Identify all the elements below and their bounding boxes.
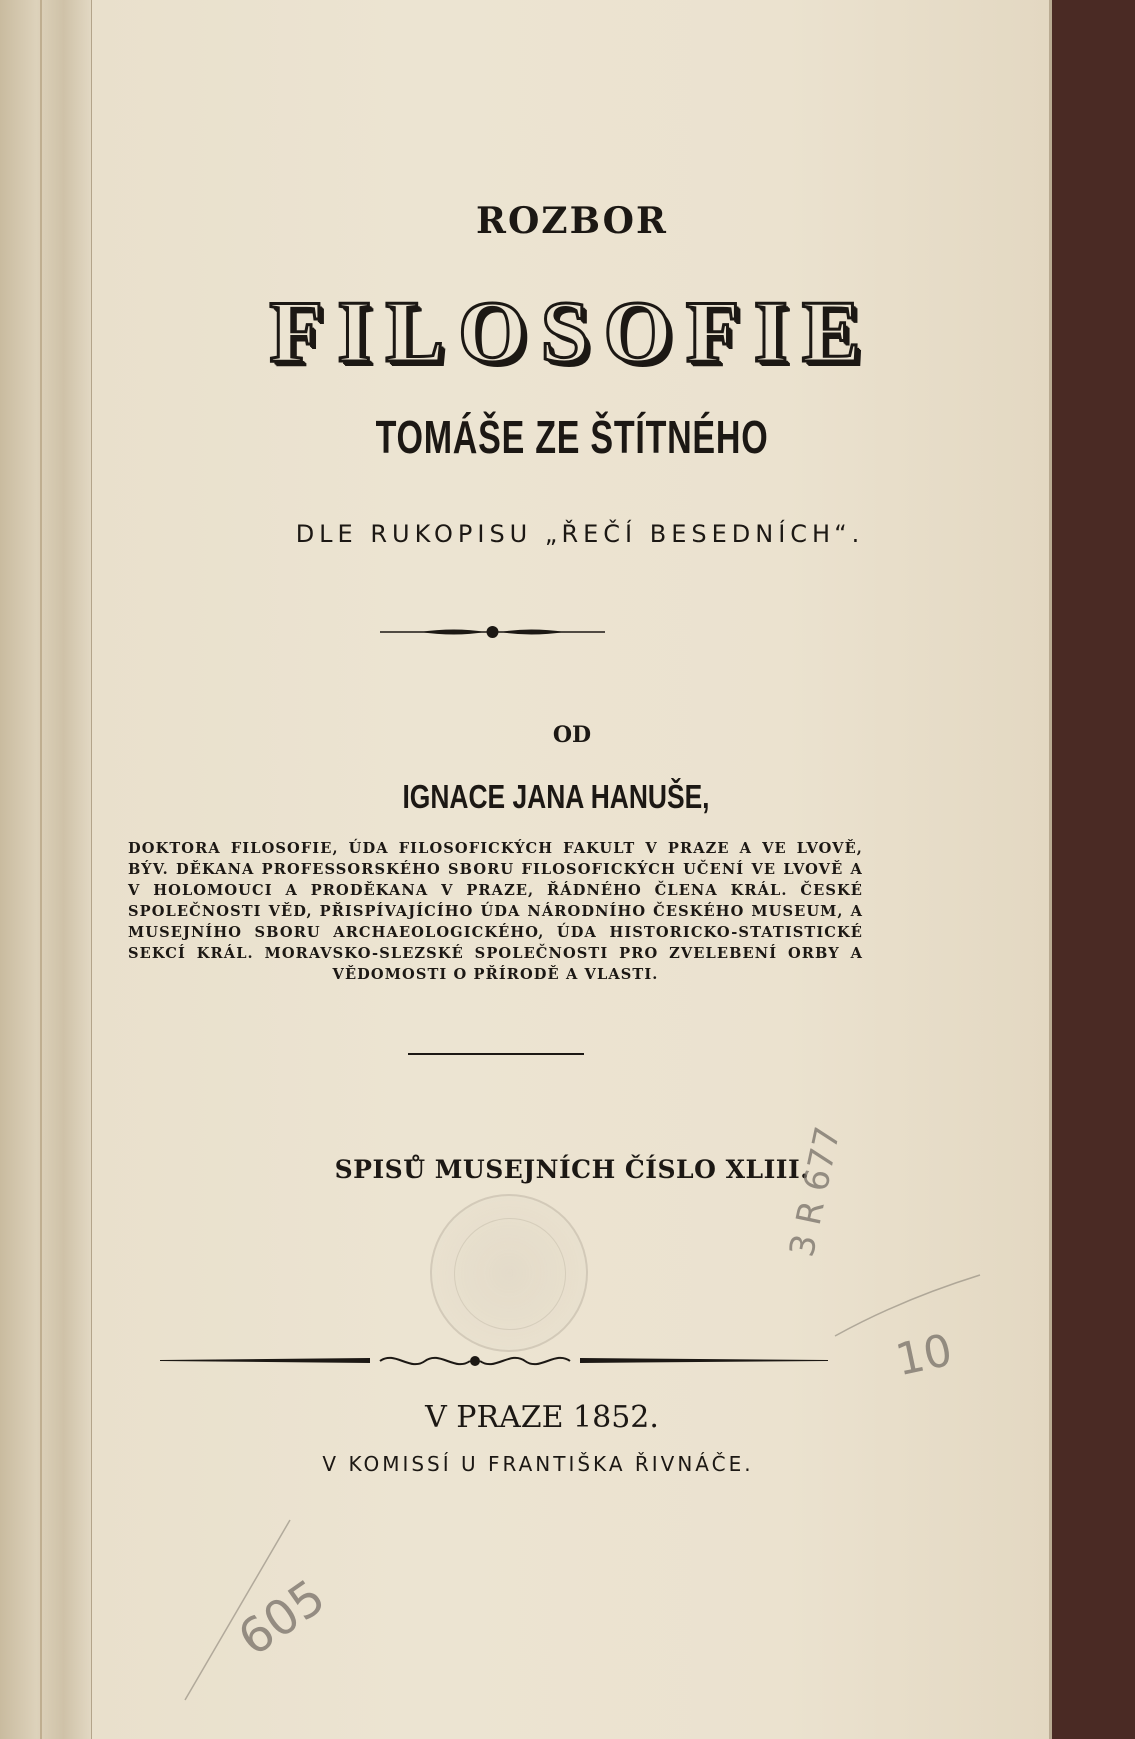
series-number: SPISŮ MUSEJNÍCH ČÍSLO XLIII. [334, 1155, 810, 1184]
subtitle-manuscript: DLE RUKOPISU „ŘEČÍ BESEDNÍCH“. [295, 520, 865, 548]
title-rozbor: ROZBOR [476, 200, 668, 242]
ornament-divider-top [380, 622, 605, 642]
ornament-divider-bottom [160, 1348, 828, 1374]
rule-divider [408, 1053, 584, 1055]
handwritten-ten: 10 [891, 1324, 957, 1387]
author-name: IGNACE JANA HANUŠE, [402, 778, 710, 815]
library-stamp [430, 1194, 588, 1352]
handwritten-shelfmark: 3 R 677 [782, 1123, 849, 1261]
book-spine [0, 0, 92, 1739]
handwritten-605: 605 [228, 1568, 336, 1668]
publisher-line: V KOMISSÍ U FRANTIŠKA ŘIVNÁČE. [322, 1452, 754, 1476]
place-and-year: V PRAZE 1852. [425, 1400, 659, 1435]
title-filosofie: FILOSOFIE [269, 284, 875, 381]
byline-od: OD [552, 722, 592, 748]
spine-fold [40, 0, 42, 1739]
title-tomase: TOMÁŠE ZE ŠTÍTNÉHO [375, 411, 769, 463]
author-titles: DOKTORA FILOSOFIE, ÚDA FILOSOFICKÝCH FAKULT V PRAZE A VE LVOVĚ, BÝV. DĚKANA PROFESSORSKÉHO SBORU FILOSOFICKÝCH UČENÍ VE LVOVĚ A V HOLOMOUCI A PRODĚKANA V PRAZE, ŘÁDNÉHO ČLENA KRÁL. ČESKÉ SPOLEČNOSTI VĚD, PŘISPÍVAJÍCÍHO ÚDA NÁRODNÍHO ČESKÉHO MUSEUM, A MUSEJNÍHO SBORU ARCHAEOLOGICKÉHO, ÚDA HISTORICKO-STATISTICKÉ SEKCÍ KRÁL. MORAVSKO-SLEZSKÉ SPOLEČNOSTI PRO ZVELEBENÍ ORBY A VĚDOMOSTI O PŘÍRODĚ A VLASTI. [128, 840, 863, 983]
